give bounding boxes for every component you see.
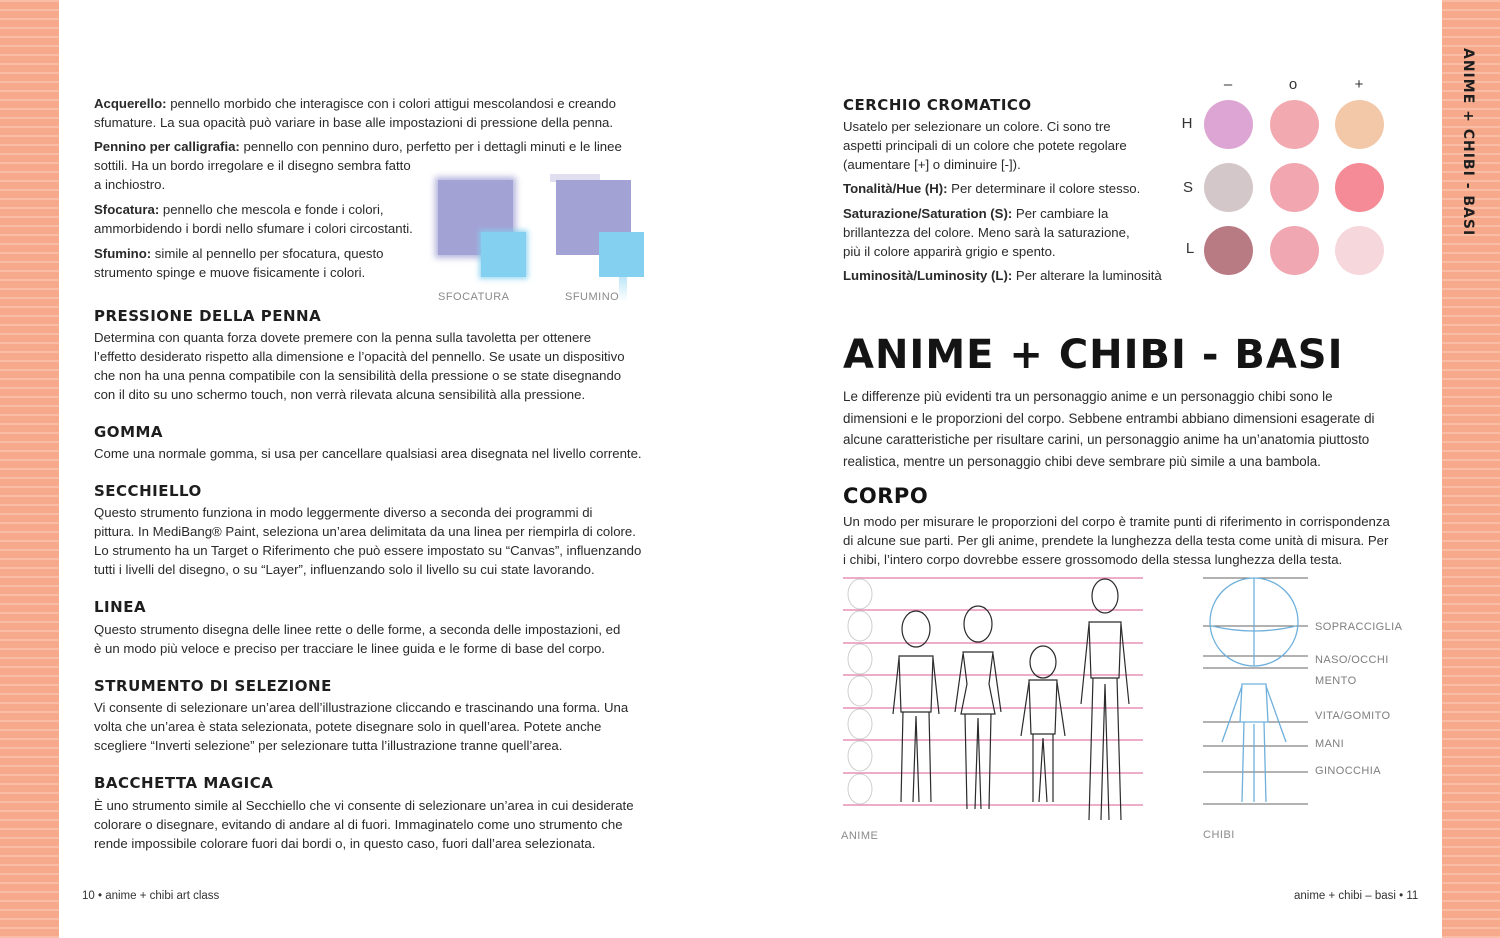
right-footer: anime + chibi – basi • 11 [1294, 890, 1419, 902]
tonalita-para: Tonalità/Hue (H): Per determinare il colore stesso. [843, 181, 1141, 196]
swatch-l-3 [1335, 226, 1384, 275]
saturazione-para: Saturazione/Saturation (S): Per cambiare la brillantezza del colore. Meno sarà la saturazione, più il colore apparirà grigio e spento. [843, 206, 1130, 259]
chibi-proportion-figure [1198, 574, 1313, 810]
sfocatura-para: Sfocatura: pennello che mescola e fonde i colori, ammorbidendo i bordi nello sfumare i colori circostanti. [94, 202, 413, 236]
gomma-heading: GOMMA [94, 423, 164, 441]
swatch-h-3 [1335, 100, 1384, 149]
sfocatura-demo [438, 180, 528, 280]
secchiello-heading: SECCHIELLO [94, 482, 202, 500]
head-outline-column [848, 579, 872, 804]
bacchetta-heading: BACCHETTA MAGICA [94, 774, 274, 792]
anime-proportion-figure [843, 574, 1148, 830]
row-label-s: S [1182, 179, 1193, 196]
left-decor-band [0, 0, 59, 938]
sfumino-para: Sfumino: simile al pennello per sfocatura, questo strumento spinge e muove fisicamente i colori. [94, 246, 384, 280]
pressione-body: Determina con quanta forza dovete premere con la penna sulla tavoletta per ottenere l’effetto desiderato rispetto alla dimensione e l’opacità del pennello. Se usate un dispositivo che non ha una penna compatibile con la sensibilità della pressione o se state disegnando con il dito su uno schermo touch, non verrà rilevata alcuna sensibilità alla pressione. [94, 330, 625, 402]
swatch-s-1 [1204, 163, 1253, 212]
intro-body: Le differenze più evidenti tra un personaggio anime e un personaggio chibi sono le dimensioni e le proporzioni del corpo. Sebbene entrambi abbiano dimensioni esagerate di alcune caratteristiche per risultare carini, un personaggio anime ha un’anatomia piuttosto realistica, mentre un personaggio chibi deve sembrare più simile a una bambola. [843, 389, 1375, 469]
col-label-neutral: o [1288, 76, 1298, 93]
swatch-s-2 [1270, 163, 1319, 212]
linea-heading: LINEA [94, 598, 147, 616]
chibi-label-mento: MENTO [1315, 675, 1357, 687]
anime-caption: ANIME [841, 830, 879, 842]
chibi-label-mani: MANI [1315, 738, 1345, 750]
corpo-body: Un modo per misurare le proporzioni del corpo è tramite punti di riferimento in corrispondenza di alcune sue parti. Per gli anime, prendete la lunghezza della testa come unità di misura. Per i chibi, l’intero corpo dovrebbe essere grossomodo della stessa lunghezza della testa. [843, 514, 1390, 567]
main-title: ANIME + CHIBI - BASI [843, 332, 1344, 378]
figure-tall [1081, 579, 1129, 820]
pressione-heading: PRESSIONE DELLA PENNA [94, 307, 322, 325]
chibi-label-sopracciglia: SOPRACCIGLIA [1315, 621, 1403, 633]
gomma-body: Come una normale gomma, si usa per cancellare qualsiasi area disegnata nel livello corrente. [94, 446, 642, 461]
acquerello-para: Acquerello: pennello morbido che interagisce con i colori attigui mescolandosi e creando sfumature. La sua opacità può variare in base alle impostazioni di pressione della penna. [94, 96, 616, 130]
swatch-l-1 [1204, 226, 1253, 275]
swatch-l-2 [1270, 226, 1319, 275]
bacchetta-body: È uno strumento simile al Secchiello che vi consente di selezionare un’area in cui desiderate colorare o disegnare, evitando di andare al di fuori. Immaginatelo come uno strumento che rende impossibile colorare fuori dai bordi o, in questo caso, fuori dall’area selezionata. [94, 798, 634, 851]
sfumino-demo [556, 180, 646, 305]
chibi-label-ginocchia: GINOCCHIA [1315, 765, 1381, 777]
swatch-h-2 [1270, 100, 1319, 149]
swatch-h-1 [1204, 100, 1253, 149]
chibi-caption: CHIBI [1203, 829, 1235, 841]
cerchio-body: Usatelo per selezionare un colore. Ci sono tre aspetti principali di un colore che potete regolare (aumentare [+] o diminuire [-]). [843, 119, 1127, 172]
figure-child [1021, 646, 1065, 802]
selezione-body: Vi consente di selezionare un’area dell’illustrazione cliccando e trascinando una forma. Una volta che un’area è stata selezionata, potete disegnare solo in quell’area. Potete anche scegliere “Inverti selezione” per selezionare tutta l’illustrazione tranne quell’area. [94, 700, 629, 753]
chibi-label-naso-occhi: NASO/OCCHI [1315, 654, 1389, 666]
linea-body: Questo strumento disegna delle linee rette o delle forme, a seconda delle impostazioni, ed è un modo più veloce e preciso per tracciare le linee guida e le forme di base del corpo. [94, 622, 621, 656]
sfocatura-caption: SFOCATURA [438, 291, 510, 303]
pennino-para: Pennino per calligrafia: pennello con pennino duro, perfetto per i dettagli minuti e le linee sottili. Ha un bordo irregolare e il disegno sembra fatto a inchiostro. [94, 139, 622, 192]
row-label-l: L [1185, 240, 1195, 257]
col-label-minus: – [1223, 76, 1233, 93]
secchiello-body: Questo strumento funziona in modo leggermente diverso a seconda dei programmi di pittura. In MediBang® Paint, seleziona un’area delimitata da una linea per riempirla di colore. Lo strumento ha un Target o Riferimento che può essere impostato su “Canvas”, influenzando tutti i livelli del disegno, o su “Layer”, influenzando solo il livello su cui state lavorando. [94, 505, 642, 577]
sfumino-caption: SFUMINO [565, 291, 620, 303]
chibi-label-vita-gomito: VITA/GOMITO [1315, 710, 1391, 722]
swatch-s-3 [1335, 163, 1384, 212]
luminosita-para: Luminosità/Luminosity (L): Per alterare la luminosità [843, 268, 1162, 283]
corpo-heading: CORPO [843, 484, 929, 508]
left-footer: 10 • anime + chibi art class [82, 890, 220, 902]
side-chapter-title: ANIME + CHIBI - BASI [1460, 48, 1476, 237]
col-label-plus: + [1354, 76, 1364, 93]
head-unit-guides [843, 578, 1143, 805]
selezione-heading: STRUMENTO DI SELEZIONE [94, 677, 332, 695]
row-label-h: H [1181, 115, 1193, 132]
cerchio-heading: CERCHIO CROMATICO [843, 96, 1032, 114]
